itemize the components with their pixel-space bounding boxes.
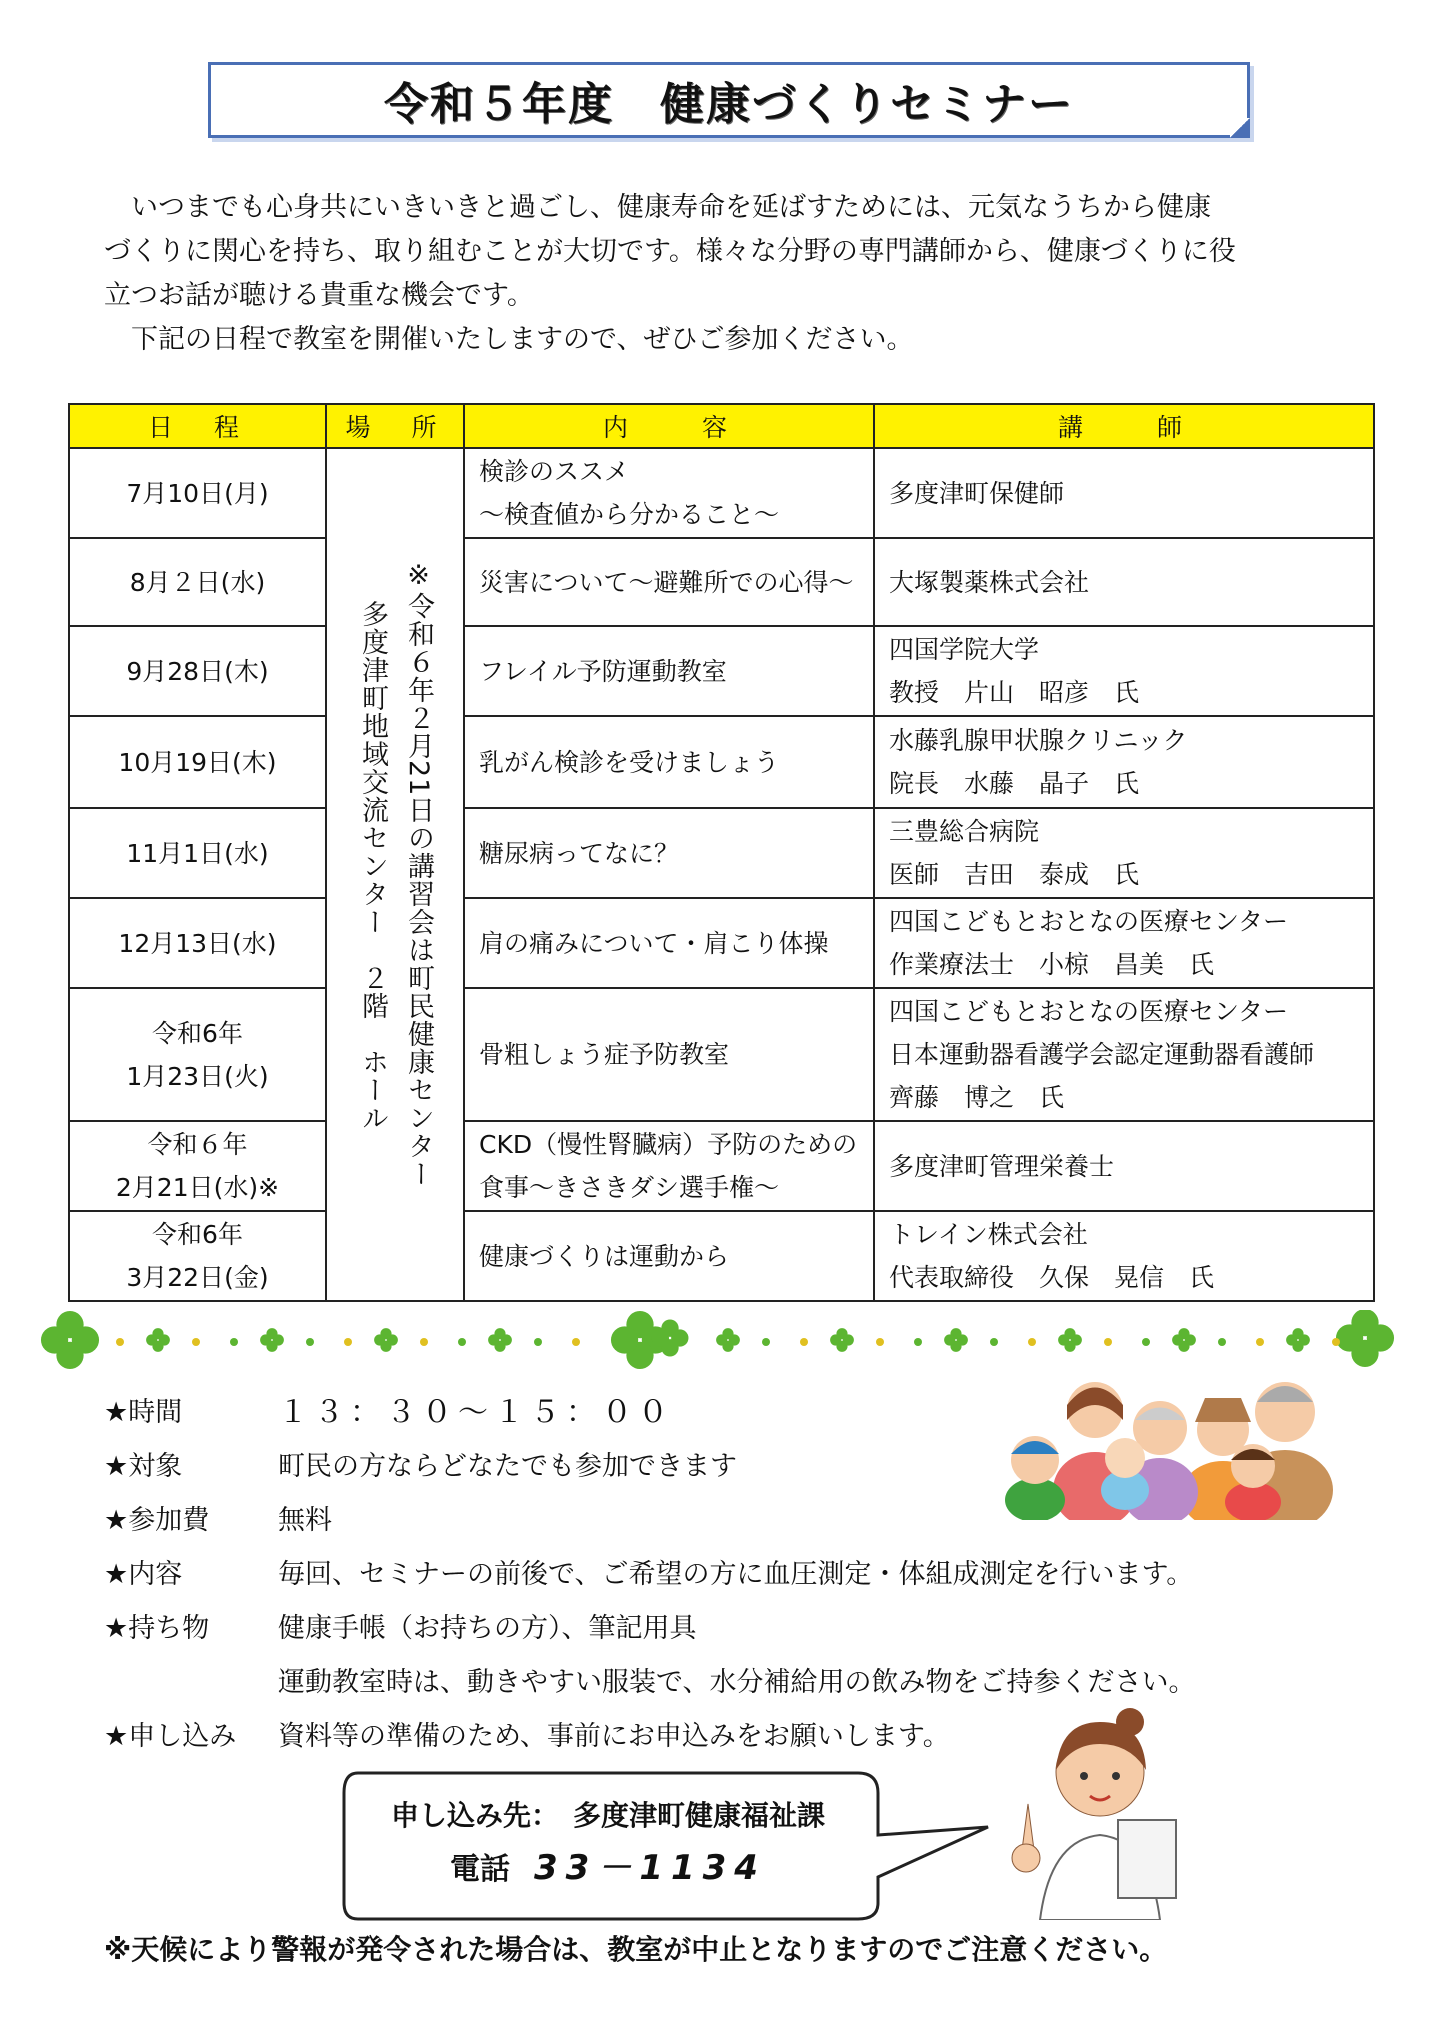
info-row (104, 1544, 1304, 1598)
folded-corner (1230, 118, 1250, 138)
date-cell (69, 538, 326, 626)
small-clover-icon (374, 1328, 398, 1352)
date-cell (69, 808, 326, 898)
topic-cell (464, 716, 874, 808)
info-value: 毎回、セミナーの前後で、ご希望の方に血圧測定・体組成測定を行います。 (278, 1558, 1194, 1590)
date-cell (69, 448, 326, 538)
topic-cell (464, 808, 874, 898)
topic-cell (464, 988, 874, 1121)
info-value: 運動教室時は、動きやすい服装で、水分補給用の飲み物をご持参ください。 (278, 1666, 1196, 1698)
info-row (104, 1652, 1304, 1706)
info-label: ★持ち物 (104, 1612, 210, 1644)
date-cell-line: 12月13日(水) (118, 928, 277, 958)
small-clover-icon (830, 1328, 854, 1352)
date-cell (69, 1121, 326, 1211)
table-row (69, 716, 1374, 808)
title-box (208, 62, 1250, 138)
date-cell (69, 626, 326, 716)
intro-line: 下記の日程で教室を開催いたしますので、ぜひご参加ください。 (104, 324, 914, 355)
topic-cell-line: 食事～きさきダシ選手権～ (479, 1173, 780, 1202)
topic-cell-line: 肩の痛みについて・肩こり体操 (479, 928, 829, 958)
dot-icon (420, 1338, 428, 1346)
table-row (69, 538, 1374, 626)
clover-icon (41, 1311, 99, 1369)
intro-line: づくりに関心を持ち、取り組むことが大切です。様々な分野の専門講師から、健康づくりに役 (104, 236, 1236, 267)
lecturer-cell-line: 教授 片山 昭彦 氏 (889, 678, 1140, 707)
info-label: ★内容 (104, 1558, 183, 1590)
dot-icon (116, 1338, 124, 1346)
lecturer-cell (874, 808, 1374, 898)
topic-cell (464, 626, 874, 716)
lecturer-cell-line: 院長 水藤 晶子 氏 (889, 769, 1140, 798)
header-venue: 場 所 (326, 404, 464, 448)
info-label: ★参加費 (104, 1504, 210, 1536)
topic-cell (464, 898, 874, 988)
dot-icon (1104, 1338, 1112, 1346)
info-value: 無料 (278, 1504, 332, 1536)
header-lecturer: 講 師 (874, 404, 1374, 448)
table-row (69, 626, 1374, 716)
venue-note: ※令和６年２月21日の講習会は町民健康センター (403, 560, 434, 1189)
dot-icon (458, 1338, 466, 1346)
lecturer-cell-line: 多度津町保健師 (889, 478, 1065, 508)
lecturer-cell (874, 1121, 1374, 1211)
date-cell (69, 988, 326, 1121)
lecturer-cell-line: トレイン株式会社 (889, 1220, 1088, 1249)
dot-icon (306, 1338, 314, 1346)
info-label: ★時間 (104, 1396, 183, 1428)
clipboard-icon (1118, 1820, 1176, 1898)
topic-cell (464, 1121, 874, 1211)
lecturer-cell-line: 三豊総合病院 (889, 817, 1040, 846)
header-date: 日 程 (69, 404, 326, 448)
info-value: 町民の方ならどなたでも参加できます (278, 1450, 737, 1482)
date-cell-line: 10月19日(木) (118, 747, 277, 777)
lecturer-cell (874, 626, 1374, 716)
date-cell-line: 9月28日(木) (126, 656, 269, 686)
lecturer-cell-line: 四国こどもとおとなの医療センター (889, 997, 1289, 1026)
contact-phone-line (338, 1842, 878, 1894)
lecturer-cell-line: 日本運動器看護学会認定運動器看護師 (889, 1040, 1315, 1069)
info-label: ★対象 (104, 1450, 183, 1482)
topic-cell-line: 災害について～避難所での心得～ (479, 567, 854, 597)
small-clover-icon (260, 1328, 284, 1352)
dot-icon (876, 1338, 884, 1346)
dot-icon (800, 1338, 808, 1346)
info-value: １３：３０～１５：００ (278, 1395, 674, 1430)
dot-icon (1256, 1338, 1264, 1346)
date-cell (69, 1211, 326, 1301)
contact-department: 申し込み先： 多度津町健康福祉課 (390, 1799, 825, 1832)
dot-icon (192, 1338, 200, 1346)
venue-name: 多度津町地域交流センター ２階 ホール (357, 600, 388, 1133)
table-header-row (69, 404, 1374, 448)
lecturer-cell-line: 医師 吉田 泰成 氏 (889, 860, 1140, 889)
lecturer-cell-line: 四国学院大学 (889, 635, 1040, 664)
info-label: ★申し込み (104, 1720, 237, 1752)
cancellation-note: ※天候により警報が発令された場合は、教室が中止となりますのでご注意ください。 (104, 1933, 1168, 1966)
contact-info (338, 1790, 878, 1894)
date-cell-line: 11月1日(水) (126, 838, 269, 868)
table-row (69, 988, 1374, 1121)
lecturer-cell (874, 448, 1374, 538)
small-clover-icon (1286, 1328, 1310, 1352)
date-cell-line: 令和６年 (147, 1130, 248, 1159)
table-row (69, 1121, 1374, 1211)
dot-icon (1332, 1338, 1340, 1346)
dot-icon (534, 1338, 542, 1346)
table-row (69, 808, 1374, 898)
phone-label: 電話 (450, 1852, 511, 1887)
dot-icon (1028, 1338, 1036, 1346)
topic-cell-line: 乳がん検診を受けましょう (479, 747, 780, 777)
lecturer-cell-line: 齊藤 博之 氏 (889, 1083, 1065, 1112)
dot-icon (572, 1338, 580, 1346)
phone-number: 33－1134 (534, 1848, 766, 1888)
dot-icon (344, 1338, 352, 1346)
small-clover-icon (944, 1328, 968, 1352)
date-cell-line: 3月22日(金) (126, 1263, 269, 1292)
topic-cell (464, 538, 874, 626)
info-value: 健康手帳（お持ちの方）、筆記用具 (278, 1612, 697, 1644)
small-clover-icon (716, 1328, 740, 1352)
dot-icon (1142, 1338, 1150, 1346)
info-value: 資料等の準備のため、事前にお申込みをお願いします。 (278, 1720, 950, 1752)
lecturer-cell-line: 多度津町管理栄養士 (889, 1151, 1115, 1181)
lecturer-cell (874, 716, 1374, 808)
table-row (69, 448, 1374, 538)
lecturer-cell (874, 988, 1374, 1121)
pointing-finger-icon (1022, 1804, 1034, 1850)
family-illustration (985, 1350, 1345, 1520)
topic-cell (464, 448, 874, 538)
venue-cell (326, 448, 464, 1301)
lecturer-cell (874, 898, 1374, 988)
intro-text (104, 186, 1354, 362)
topic-cell-line: 糖尿病ってなに？ (479, 838, 680, 868)
schedule-body (69, 448, 1374, 1301)
small-clover-icon (1172, 1328, 1196, 1352)
lecturer-cell (874, 1211, 1374, 1301)
intro-line: 立つお話が聴ける貴重な機会です。 (104, 280, 534, 311)
small-clover-icon (488, 1328, 512, 1352)
dot-icon (230, 1338, 238, 1346)
dot-icon (990, 1338, 998, 1346)
dot-icon (914, 1338, 922, 1346)
page-title: 令和５年度 健康づくりセミナー (384, 79, 1074, 130)
lecturer-cell-line: 水藤乳腺甲状腺クリニック (889, 726, 1188, 755)
dot-icon (1218, 1338, 1226, 1346)
topic-cell-line: ～検査値から分かること～ (479, 500, 780, 529)
topic-cell-line: CKD（慢性腎臓病）予防のための (479, 1130, 858, 1159)
staff-illustration (1000, 1700, 1190, 1920)
schedule-table (68, 403, 1375, 1302)
topic-cell-line: フレイル予防運動教室 (479, 656, 727, 686)
header-topic: 内 容 (464, 404, 874, 448)
date-cell-line: 1月23日(火) (126, 1061, 269, 1091)
topic-cell (464, 1211, 874, 1301)
info-row (104, 1598, 1304, 1652)
date-cell (69, 716, 326, 808)
date-cell-line: 8月２日(水) (129, 567, 266, 597)
lecturer-cell-line: 作業療法士 小椋 昌美 氏 (889, 950, 1215, 979)
date-cell-line: 令和6年 (152, 1018, 243, 1048)
lecturer-cell-line: 四国こどもとおとなの医療センター (889, 907, 1289, 936)
date-cell-line: 7月10日(月) (126, 478, 269, 508)
lecturer-cell-line: 大塚製薬株式会社 (889, 567, 1090, 597)
dot-icon (762, 1338, 770, 1346)
topic-cell-line: 検診のススメ (479, 457, 630, 486)
intro-line: いつまでも心身共にいきいきと過ごし、健康寿命を延ばすためには、元気なうちから健康 (104, 192, 1211, 223)
topic-cell-line: 骨粗しょう症予防教室 (479, 1040, 730, 1069)
lecturer-cell (874, 538, 1374, 626)
topic-cell-line: 健康づくりは運動から (479, 1241, 730, 1271)
table-row (69, 1211, 1374, 1301)
date-cell (69, 898, 326, 988)
small-clover-icon (1058, 1328, 1082, 1352)
lecturer-cell-line: 代表取締役 久保 晃信 氏 (889, 1263, 1215, 1292)
small-clover-icon (146, 1328, 170, 1352)
date-cell-line: 2月21日(水)※ (115, 1173, 280, 1202)
table-row (69, 898, 1374, 988)
date-cell-line: 令和6年 (152, 1220, 243, 1249)
